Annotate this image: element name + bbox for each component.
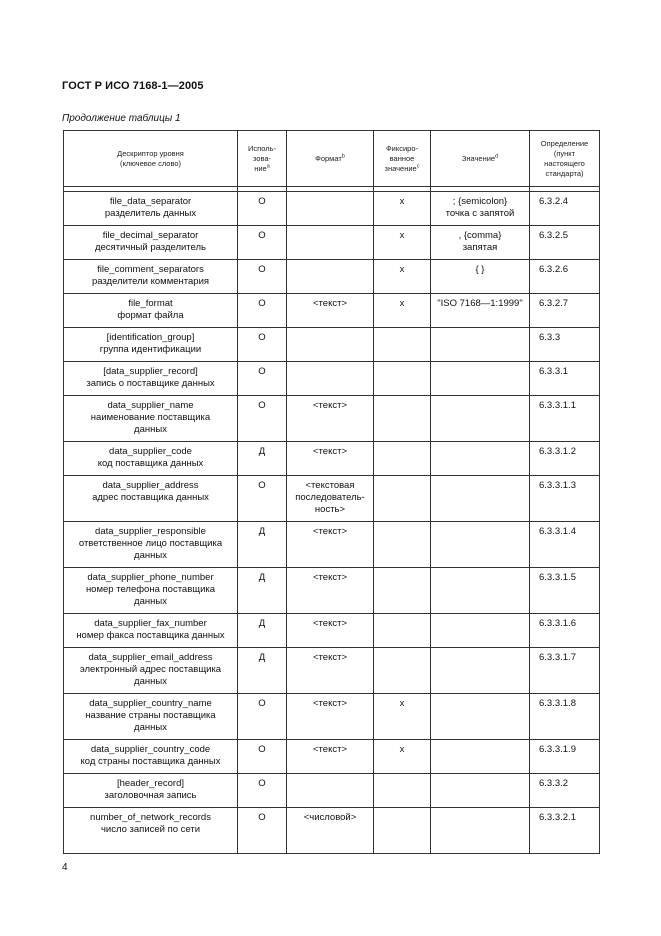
descriptor-cell (64, 226, 238, 260)
format-cell-line: ность> (314, 504, 346, 515)
table-row (64, 260, 600, 294)
value-cell (431, 740, 530, 774)
format-cell (287, 476, 374, 522)
descriptor-cell (64, 294, 238, 328)
descriptor-cell-line: код страны поставщика данных (80, 756, 221, 767)
definition-cell: 6.3.3 (530, 328, 600, 362)
usage-cell: О (238, 694, 287, 740)
format-cell-line: <текст> (313, 446, 347, 457)
descriptor-cell-line: разделитель данных (104, 208, 197, 219)
descriptor-cell (64, 740, 238, 774)
document-title: ГОСТ Р ИСО 7168-1—2005 (62, 80, 204, 92)
table-row (64, 328, 600, 362)
fixed-cell: x (374, 260, 431, 294)
fixed-cell (374, 442, 431, 476)
descriptor-cell (64, 774, 238, 808)
usage-cell: О (238, 192, 287, 226)
usage-cell: О (238, 260, 287, 294)
header-format: Формат$^b$ (287, 131, 374, 187)
definition-cell: 6.3.3.1.9 (530, 740, 600, 774)
value-cell (431, 328, 530, 362)
table-caption: Продолжение таблицы 1 (62, 113, 181, 124)
format-cell (287, 568, 374, 614)
format-cell (287, 396, 374, 442)
format-cell (287, 694, 374, 740)
usage-cell: Д (238, 522, 287, 568)
definition-cell: 6.3.3.1.3 (530, 476, 600, 522)
descriptor-cell-line: data_supplier_address (102, 480, 199, 491)
descriptor-cell-line: разделители комментария (91, 276, 210, 287)
table-row (64, 476, 600, 522)
value-cell (431, 522, 530, 568)
descriptor-cell-line: число записей по сети (100, 824, 201, 835)
definition-cell: 6.3.2.4 (530, 192, 600, 226)
descriptor-cell-line: данных (134, 722, 167, 733)
descriptor-cell-line: [identification_group] (106, 332, 195, 343)
usage-cell: О (238, 328, 287, 362)
descriptor-cell-line: данных (134, 676, 167, 687)
table-row (64, 396, 600, 442)
table-row (64, 740, 600, 774)
value-cell-line: точка с запятой (445, 208, 515, 219)
descriptor-cell (64, 328, 238, 362)
definition-cell: 6.3.3.1.2 (530, 442, 600, 476)
descriptor-cell (64, 694, 238, 740)
header-descriptor: Дескриптор уровня (ключевое слово) (64, 131, 238, 187)
descriptor-cell-line: десятичный разделитель (94, 242, 207, 253)
format-cell-line: <числовой> (303, 812, 357, 823)
format-cell (287, 260, 374, 294)
fixed-cell: x (374, 294, 431, 328)
fixed-cell (374, 522, 431, 568)
descriptor-cell-line: number_of_network_records (90, 812, 211, 823)
descriptor-cell (64, 808, 238, 854)
definition-cell: 6.3.3.1 (530, 362, 600, 396)
table-row (64, 808, 600, 854)
descriptor-cell-line: [data_supplier_record] (103, 366, 198, 377)
format-cell (287, 226, 374, 260)
descriptor-cell (64, 522, 238, 568)
descriptor-cell-line: data_supplier_phone_number (87, 572, 214, 583)
descriptor-cell (64, 260, 238, 294)
format-cell (287, 808, 374, 854)
fixed-cell (374, 648, 431, 694)
descriptor-cell-line: file_comment_separators (97, 264, 204, 275)
descriptor-cell-line: код поставщика данных (97, 458, 204, 469)
value-cell-line: ; {semicolon} (452, 196, 508, 207)
descriptor-cell-line: file_format (128, 298, 173, 309)
value-cell (431, 260, 530, 294)
fixed-cell (374, 476, 431, 522)
format-cell (287, 328, 374, 362)
format-cell-line: <текст> (313, 618, 347, 629)
value-cell (431, 294, 530, 328)
descriptor-cell (64, 476, 238, 522)
fixed-cell: x (374, 192, 431, 226)
descriptor-cell-line: data_supplier_fax_number (94, 618, 207, 629)
value-cell (431, 808, 530, 854)
format-cell-line: <текст> (313, 744, 347, 755)
value-cell-line: { } (475, 264, 485, 275)
format-cell-line: <текст> (313, 698, 347, 709)
format-cell (287, 294, 374, 328)
fixed-cell (374, 808, 431, 854)
descriptor-cell-line: данных (134, 550, 167, 561)
usage-cell: О (238, 774, 287, 808)
descriptor-cell-line: формат файла (117, 310, 184, 321)
value-cell-line: "ISO 7168—1:1999" (437, 298, 523, 309)
definition-cell: 6.3.3.2 (530, 774, 600, 808)
definition-cell: 6.3.3.1.1 (530, 396, 600, 442)
usage-cell: Д (238, 442, 287, 476)
usage-cell: Д (238, 648, 287, 694)
fixed-cell: x (374, 740, 431, 774)
table-row (64, 522, 600, 568)
table-row (64, 192, 600, 226)
fixed-cell (374, 774, 431, 808)
table-row (64, 694, 600, 740)
fixed-cell (374, 568, 431, 614)
definition-cell: 6.3.2.6 (530, 260, 600, 294)
format-cell-line: <текст> (313, 572, 347, 583)
descriptor-cell (64, 648, 238, 694)
descriptor-cell-line: file_data_separator (109, 196, 192, 207)
value-cell (431, 568, 530, 614)
descriptor-cell-line: data_supplier_email_address (88, 652, 213, 663)
table-row (64, 614, 600, 648)
table-body (64, 192, 600, 854)
descriptor-cell (64, 568, 238, 614)
fixed-cell: x (374, 694, 431, 740)
table-row (64, 362, 600, 396)
descriptor-cell-line: data_supplier_country_name (89, 698, 212, 709)
descriptor-cell-line: заголовочная запись (104, 790, 197, 801)
definition-cell: 6.3.3.1.4 (530, 522, 600, 568)
definition-cell: 6.3.2.5 (530, 226, 600, 260)
value-cell-line: , {comma} (458, 230, 502, 241)
definition-cell: 6.3.3.1.8 (530, 694, 600, 740)
descriptor-cell-line: электронный адрес поставщика (79, 664, 222, 675)
descriptor-cell-line: file_decimal_separator (102, 230, 199, 241)
table-row (64, 294, 600, 328)
descriptor-cell-line: группа идентификации (99, 344, 202, 355)
format-cell (287, 614, 374, 648)
format-cell-line: <текст> (313, 298, 347, 309)
format-cell (287, 442, 374, 476)
table-row (64, 226, 600, 260)
table-row (64, 774, 600, 808)
fixed-cell (374, 362, 431, 396)
fixed-cell: x (374, 226, 431, 260)
value-cell (431, 396, 530, 442)
fixed-cell (374, 614, 431, 648)
descriptor-cell (64, 192, 238, 226)
descriptor-cell (64, 614, 238, 648)
usage-cell: О (238, 226, 287, 260)
header-value: Значение$^d$ (431, 131, 530, 187)
definition-cell: 6.3.3.1.6 (530, 614, 600, 648)
value-cell-line: запятая (462, 242, 498, 253)
table-row (64, 442, 600, 476)
usage-cell: Д (238, 614, 287, 648)
descriptor-cell-line: номер факса поставщика данных (76, 630, 225, 641)
descriptor-cell (64, 442, 238, 476)
header-definition: Определение (пункт настоящего стандарта) (530, 131, 600, 187)
definition-cell: 6.3.3.1.7 (530, 648, 600, 694)
format-cell-line: <текстовая (305, 480, 355, 491)
value-cell (431, 648, 530, 694)
descriptor-cell-line: data_supplier_code (109, 446, 192, 457)
value-cell (431, 694, 530, 740)
descriptor-cell-line: данных (134, 424, 167, 435)
format-cell-line: <текст> (313, 400, 347, 411)
definition-cell: 6.3.3.1.5 (530, 568, 600, 614)
header-fixed: Фиксиро- ванное значение$^c$ (374, 131, 431, 187)
value-cell (431, 226, 530, 260)
value-cell (431, 362, 530, 396)
value-cell (431, 476, 530, 522)
page-number: 4 (62, 862, 68, 873)
table-row (64, 568, 600, 614)
descriptor-cell-line: data_supplier_country_code (90, 744, 211, 755)
format-cell (287, 740, 374, 774)
definition-cell: 6.3.2.7 (530, 294, 600, 328)
descriptor-cell-line: запись о поставщике данных (86, 378, 215, 389)
descriptor-cell-line: адрес поставщика данных (92, 492, 209, 503)
format-cell (287, 192, 374, 226)
format-cell-line: <текст> (313, 652, 347, 663)
table-row (64, 648, 600, 694)
descriptor-cell (64, 396, 238, 442)
value-cell (431, 442, 530, 476)
format-cell (287, 774, 374, 808)
descriptor-cell-line: data_supplier_responsible (95, 526, 206, 537)
fixed-cell (374, 396, 431, 442)
descriptor-cell-line: data_supplier_name (107, 400, 194, 411)
usage-cell: О (238, 396, 287, 442)
format-cell-line: <текст> (313, 526, 347, 537)
descriptor-cell-line: номер телефона поставщика (85, 584, 216, 595)
usage-cell: О (238, 294, 287, 328)
usage-cell: О (238, 476, 287, 522)
format-cell (287, 648, 374, 694)
descriptor-cell-line: [header_record] (116, 778, 185, 789)
usage-cell: О (238, 362, 287, 396)
usage-cell: О (238, 740, 287, 774)
descriptor-cell-line: данных (134, 596, 167, 607)
definition-cell: 6.3.3.2.1 (530, 808, 600, 854)
format-cell-line: последователь- (295, 492, 365, 503)
usage-cell: О (238, 808, 287, 854)
value-cell (431, 774, 530, 808)
descriptor-cell-line: ответственное лицо поставщика (78, 538, 223, 549)
table-header-row (64, 131, 600, 187)
descriptor-cell (64, 362, 238, 396)
value-cell (431, 192, 530, 226)
fixed-cell (374, 328, 431, 362)
format-cell (287, 522, 374, 568)
value-cell (431, 614, 530, 648)
header-usage: Исполь- зова- ние$^a$ (238, 131, 287, 187)
usage-cell: Д (238, 568, 287, 614)
descriptor-cell-line: название страны поставщика (85, 710, 216, 721)
format-cell (287, 362, 374, 396)
descriptor-cell-line: наименование поставщика (90, 412, 211, 423)
standard-table (63, 130, 600, 854)
